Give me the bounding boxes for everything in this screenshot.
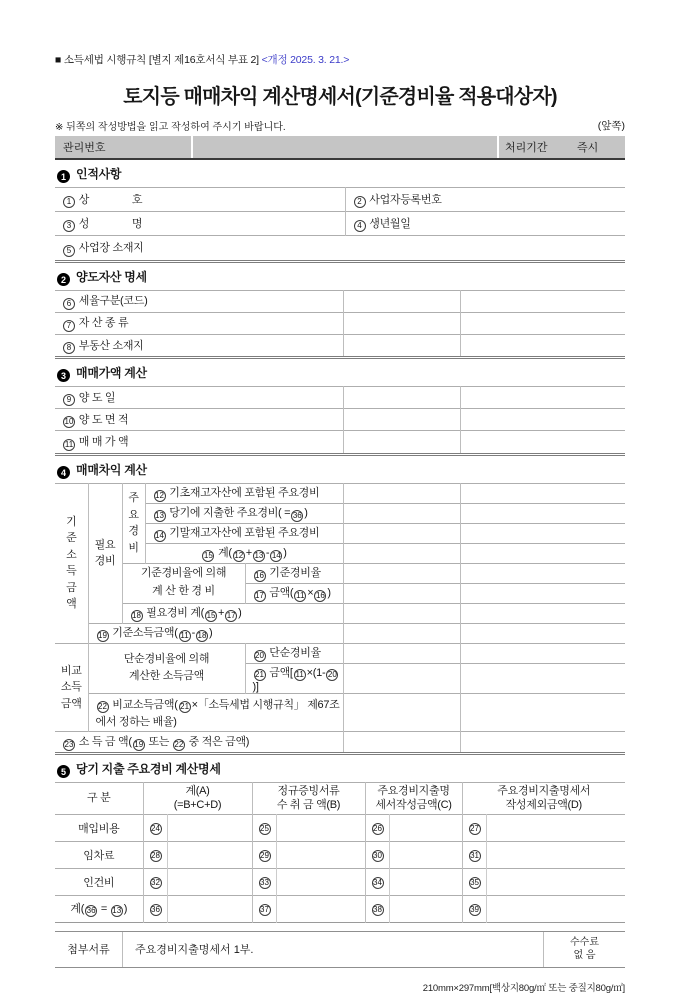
business-reg-number-label: 2 사업자등록번호 <box>345 188 625 212</box>
input-cell[interactable] <box>389 814 462 841</box>
circled-number: 11 <box>296 590 305 600</box>
circled-number: 8 <box>63 342 75 354</box>
cell-mark <box>462 868 486 895</box>
input-cell[interactable] <box>460 543 625 563</box>
table-row <box>55 643 625 663</box>
input-cell[interactable] <box>460 583 625 603</box>
circled-number: 39 <box>470 904 479 914</box>
table-row <box>55 868 625 895</box>
attachment-label: 첨부서류 <box>55 932 123 967</box>
regulation-reference <box>55 52 625 67</box>
section-header-sale-price: 3 매매가액 계산 <box>55 359 625 386</box>
table-row <box>55 895 625 922</box>
table-row <box>55 188 625 212</box>
cell-mark <box>143 868 167 895</box>
table-row <box>55 814 625 841</box>
input-cell[interactable] <box>389 868 462 895</box>
circled-number: 15 <box>206 610 216 620</box>
input-cell[interactable] <box>460 643 625 663</box>
input-cell[interactable] <box>343 563 460 583</box>
circled-number: 29 <box>260 850 269 860</box>
circled-number: 21 <box>255 670 264 679</box>
major-expense-detail-table <box>55 782 625 923</box>
table-row <box>55 409 625 431</box>
circled-number: 4 <box>354 220 366 232</box>
circled-number: 13 <box>254 550 264 560</box>
table-row <box>55 563 625 583</box>
circled-number: 22 <box>98 702 107 712</box>
transfer-area-label: 10 양 도 면 적 <box>55 409 343 431</box>
income-by-simple-rate-label: 단순경비율에 의해 계산한 소득금액 <box>88 643 245 694</box>
circled-number: 21 <box>180 702 190 712</box>
circled-number: 11 <box>295 670 304 679</box>
input-cell[interactable] <box>276 895 365 922</box>
revision-date: <개정 2025. 3. 21.> <box>261 54 350 66</box>
circled-number: 11 <box>180 630 189 640</box>
cell-mark <box>143 895 167 922</box>
circled-number: 22 <box>174 739 184 749</box>
input-cell[interactable] <box>167 868 252 895</box>
circled-number: 13 <box>112 906 122 916</box>
processing-period-value: 즉시 <box>577 142 599 154</box>
circled-number: 11 <box>64 439 74 449</box>
input-cell[interactable] <box>343 503 460 523</box>
input-cell[interactable] <box>343 663 460 694</box>
asset-type-label: 7 자 산 종 류 <box>55 312 343 334</box>
section-header-major-expense-detail: 5 당기 지출 주요경비 계산명세 <box>55 755 625 782</box>
input-cell[interactable] <box>486 841 625 868</box>
circled-number: 10 <box>64 417 74 427</box>
circled-number: 27 <box>470 823 479 833</box>
circled-number: 20 <box>255 650 264 660</box>
sale-price-table <box>55 386 625 453</box>
form-title: 토지등 매매차익 계산명세서(기준경비율 적용대상자) <box>123 86 557 108</box>
current-period-expense-label: 13 당기에 지출한 주요경비( = 36 ) <box>145 503 343 523</box>
cell-mark <box>365 895 389 922</box>
comparison-income-amount-label: 22 비교소득금액( 21 ×「소득세법 시행규칙」 제67조 에서 정하는 배율) <box>88 694 343 732</box>
management-number-input[interactable] <box>193 136 497 158</box>
circled-number: 9 <box>63 394 75 406</box>
standard-rate-amount-label: 17 금액( 11 × 16 ) <box>245 583 343 603</box>
circled-number: 13 <box>155 510 164 520</box>
cell-mark <box>252 841 276 868</box>
circled-number: 17 <box>255 590 264 600</box>
circled-number: 23 <box>64 739 74 749</box>
table-row <box>55 694 625 732</box>
simple-expense-rate-label: 20 단순경비율 <box>245 643 343 663</box>
input-cell[interactable] <box>460 603 625 623</box>
circled-number: 19 <box>98 630 107 640</box>
table-row <box>55 236 625 260</box>
input-cell[interactable] <box>343 290 460 312</box>
input-cell[interactable] <box>343 431 460 453</box>
comparison-income-group-label: 비교 소득 금액 <box>55 643 88 732</box>
circled-number: 36 <box>86 906 96 916</box>
required-expense-group-label: 필요 경비 <box>88 483 122 623</box>
cell-mark <box>365 868 389 895</box>
cell-mark <box>462 841 486 868</box>
tax-rate-class-label: 6 세율구분(코드) <box>55 290 343 312</box>
ending-inventory-expense-label: 14 기말재고자산에 포함된 주요경비 <box>145 523 343 543</box>
col-header-total-a: 계(A) (=B+C+D) <box>143 782 252 814</box>
circled-number: 38 <box>373 904 382 914</box>
circled-number: 2 <box>354 196 366 208</box>
cell-mark <box>462 814 486 841</box>
input-cell[interactable] <box>276 841 365 868</box>
section-header-transferred-assets: 2 양도자산 명세 <box>55 263 625 290</box>
beginning-inventory-expense-label: 12 기초재고자산에 포함된 주요경비 <box>145 483 343 503</box>
section-header-margin-calc: 4 매매차익 계산 <box>55 456 625 483</box>
input-cell[interactable] <box>343 694 460 732</box>
transferred-assets-table <box>55 290 625 357</box>
input-cell[interactable] <box>343 409 460 431</box>
input-cell[interactable] <box>486 814 625 841</box>
cell-mark <box>143 814 167 841</box>
input-cell[interactable] <box>343 583 460 603</box>
regulation-text: ■ 소득세법 시행규칙 [별지 제16호서식 부표 2] <box>55 54 259 66</box>
cell-mark <box>365 814 389 841</box>
circled-number: 20 <box>327 670 337 679</box>
row-label-rent: 임차료 <box>55 841 143 868</box>
management-number-label: 관리번호 <box>63 142 106 154</box>
form-page <box>55 0 625 994</box>
circled-number: 33 <box>260 877 269 887</box>
circled-number: 5 <box>63 245 75 257</box>
circled-number: 18 <box>197 630 207 640</box>
circled-number: 34 <box>373 877 382 887</box>
margin-calc-table <box>55 483 625 752</box>
input-cell[interactable] <box>460 290 625 312</box>
circled-number: 32 <box>151 877 160 887</box>
input-cell[interactable] <box>167 814 252 841</box>
input-cell[interactable] <box>460 431 625 453</box>
input-cell[interactable] <box>343 643 460 663</box>
major-expense-total-label: 15 계( 12 + 13 - 14 ) <box>145 543 343 563</box>
table-row <box>55 483 625 503</box>
input-cell[interactable] <box>343 312 460 334</box>
input-cell[interactable] <box>343 523 460 543</box>
table-row <box>55 623 625 643</box>
circled-number: 17 <box>226 610 236 620</box>
table-header-row <box>55 782 625 814</box>
circled-number: 3 <box>63 220 75 232</box>
input-cell[interactable] <box>460 732 625 752</box>
sale-amount-label: 11 매 매 가 액 <box>55 431 343 453</box>
circled-number: 14 <box>271 550 281 560</box>
page-side-label: (앞쪽) <box>597 120 625 132</box>
income-amount-label: 23 소 득 금 액( 19 또는 22 중 적은 금액) <box>55 732 343 752</box>
col-header-statement-c: 주요경비지출명 세서작성금액(C) <box>365 782 462 814</box>
admin-bar <box>55 136 625 160</box>
table-row <box>55 387 625 409</box>
input-cell[interactable] <box>167 841 252 868</box>
input-cell[interactable] <box>460 694 625 732</box>
table-row <box>55 290 625 312</box>
trade-name-label: 1 상 호 <box>55 188 345 212</box>
input-cell[interactable] <box>276 814 365 841</box>
input-cell[interactable] <box>167 895 252 922</box>
circled-number: 14 <box>155 530 164 540</box>
circled-number: 37 <box>260 904 269 914</box>
circled-number: 36 <box>292 510 302 520</box>
standard-income-amount-label: 19 기준소득금액( 11 - 18 ) <box>88 623 343 643</box>
circled-number: 19 <box>134 739 144 749</box>
input-cell[interactable] <box>486 895 625 922</box>
simple-rate-amount-label: 21 금액[ 11 ×(1- 20)] <box>245 663 343 694</box>
instruction-note: ※ 뒤쪽의 작성방법을 읽고 작성하여 주시기 바랍니다. <box>55 122 286 133</box>
input-cell[interactable] <box>343 483 460 503</box>
circled-number: 2 <box>57 273 70 286</box>
col-header-excluded-d: 주요경비지출명세서 작성제외금액(D) <box>462 782 625 814</box>
table-row <box>55 732 625 752</box>
birthdate-label: 4 생년월일 <box>345 212 625 236</box>
input-cell[interactable] <box>343 387 460 409</box>
input-cell[interactable] <box>460 334 625 356</box>
instruction-row <box>55 118 625 133</box>
input-cell[interactable] <box>276 868 365 895</box>
fee-label: 수수료 없 음 <box>543 932 625 967</box>
circled-number: 5 <box>57 765 70 778</box>
circled-number: 18 <box>132 610 141 620</box>
business-address-label: 5 사업장 소재지 <box>55 236 625 260</box>
row-label-total: 계( 36 = 13 ) <box>55 895 143 922</box>
input-cell[interactable] <box>486 868 625 895</box>
input-cell[interactable] <box>460 663 625 694</box>
input-cell[interactable] <box>460 312 625 334</box>
input-cell[interactable] <box>460 409 625 431</box>
input-cell[interactable] <box>343 732 460 752</box>
circled-number: 28 <box>151 850 160 860</box>
personal-info-table <box>55 187 625 260</box>
standard-expense-rate-label: 16 기준경비율 <box>245 563 343 583</box>
cell-mark <box>252 814 276 841</box>
cell-mark <box>252 895 276 922</box>
property-address-label: 8 부동산 소재지 <box>55 334 343 356</box>
col-header-category: 구 분 <box>55 782 143 814</box>
circled-number: 3 <box>57 369 70 382</box>
input-cell[interactable] <box>460 483 625 503</box>
row-label-purchase-cost: 매입비용 <box>55 814 143 841</box>
circled-number: 30 <box>373 850 382 860</box>
circled-number: 1 <box>57 170 70 183</box>
circled-number: 12 <box>155 490 164 500</box>
input-cell[interactable] <box>343 603 460 623</box>
input-cell[interactable] <box>460 523 625 543</box>
circled-number: 36 <box>151 904 160 914</box>
input-cell[interactable] <box>389 895 462 922</box>
circled-number: 4 <box>57 466 70 479</box>
expense-by-standard-rate-label: 기준경비율에 의해 계 산 한 경 비 <box>122 563 245 603</box>
input-cell[interactable] <box>343 623 460 643</box>
table-row <box>55 212 625 236</box>
circled-number: 24 <box>151 823 160 833</box>
input-cell[interactable] <box>460 623 625 643</box>
circled-number: 26 <box>373 823 382 833</box>
name-label: 3 성 명 <box>55 212 345 236</box>
circled-number: 35 <box>470 877 479 887</box>
table-row <box>55 312 625 334</box>
circled-number: 31 <box>470 850 479 860</box>
major-expense-group-label: 주 요 경 비 <box>122 483 145 563</box>
cell-mark <box>462 895 486 922</box>
input-cell[interactable] <box>343 543 460 563</box>
table-row <box>55 603 625 623</box>
circled-number: 7 <box>63 320 75 332</box>
circled-number: 25 <box>260 823 269 833</box>
table-row <box>55 841 625 868</box>
circled-number: 1 <box>63 196 75 208</box>
transfer-date-label: 9 양 도 일 <box>55 387 343 409</box>
col-header-evidence-b: 정규증빙서류 수 취 금 액(B) <box>252 782 365 814</box>
input-cell[interactable] <box>460 503 625 523</box>
required-expense-total-label: 18 필요경비 계( 15 + 17 ) <box>122 603 343 623</box>
circled-number: 6 <box>63 298 75 310</box>
input-cell[interactable] <box>389 841 462 868</box>
circled-number: 16 <box>255 570 264 580</box>
attachment-content: 주요경비지출명세서 1부. <box>135 944 254 956</box>
circled-number: 16 <box>315 590 325 600</box>
circled-number: 12 <box>234 550 244 560</box>
cell-mark <box>365 841 389 868</box>
table-row <box>55 334 625 356</box>
section-header-personal-info: 1 인적사항 <box>55 160 625 187</box>
table-row <box>55 431 625 453</box>
cell-mark <box>143 841 167 868</box>
processing-period-label: 처리기간 <box>505 142 548 154</box>
input-cell[interactable] <box>343 334 460 356</box>
circled-number: 15 <box>203 550 213 560</box>
row-label-labor-cost: 인건비 <box>55 868 143 895</box>
input-cell[interactable] <box>460 387 625 409</box>
standard-income-group-label: 기 준 소 득 금 액 <box>55 483 88 643</box>
paper-spec-footer: 210mm×297mm[백상지80g/㎡ 또는 중질지80g/㎡] <box>422 982 625 994</box>
cell-mark <box>252 868 276 895</box>
input-cell[interactable] <box>460 563 625 583</box>
